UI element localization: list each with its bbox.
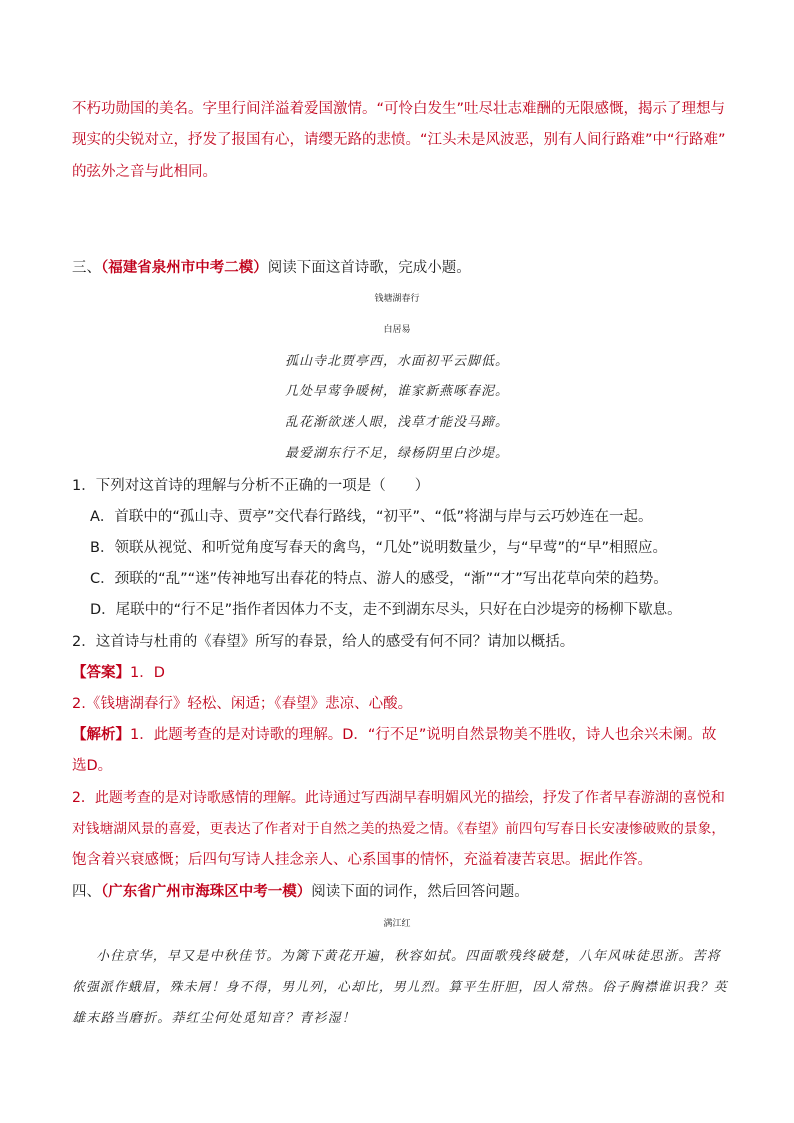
analysis-1-text: 1．此题考查的是对诗歌的理解。D．“行不足”说明自然景物美不胜收，诗人也余兴未阑。故 <box>130 727 717 743</box>
analysis-2-line-2: 对钱塘湖风景的喜爱，更表达了作者对于自然之美的热爱之情。《春望》前四句写春日长安凄惨破败的景象， <box>72 821 726 837</box>
section-3-heading <box>72 258 471 278</box>
analysis-2-line-3: 饱含着兴衰感慨；后四句写诗人挂念亲人、心系国事的情怀，充溢着凄苦哀思。据此作答。 <box>72 852 652 868</box>
option-c: C．颈联的“乱”“迷”传神地写出春花的特点、游人的感受，“渐”“才”写出花草向荣的趋势。 <box>90 571 668 587</box>
poem-title: 钱塘湖春行 <box>374 294 420 304</box>
section-3-instruction: 阅读下面这首诗歌，完成小题。 <box>267 260 471 276</box>
intro-analysis-line-3: 的弦外之音与此相同。 <box>72 164 217 180</box>
option-b: B．领联从视觉、和听觉角度写春天的禽鸟，“几处”说明数量少，与“早莺”的“早”相照应。 <box>90 540 668 556</box>
poem-line: 最爱湖东行不足，绿杨阴里白沙堤。 <box>284 446 509 461</box>
option-d: D．尾联中的“行不足”指作者因体力不支，走不到湖东尽头，只好在白沙堤旁的杨柳下歇息。 <box>90 602 682 618</box>
intro-analysis-line-2: 现实的尖锐对立，抒发了报国有心，请缨无路的悲愤。“江头未是风波恶，别有人间行路难”中“行路难” <box>72 132 726 148</box>
answer-2: 2.《钱塘湖春行》轻松、闲适；《春望》悲凉、心酸。 <box>72 696 413 712</box>
section-4-source: （广东省广州市海珠区中考一模） <box>101 884 312 900</box>
section-4-instruction: 阅读下面的词作，然后回答问题。 <box>311 884 529 900</box>
ci-line: 侬强派作蛾眉，殊未屑！身不得，男儿列，心却比，男儿烈。算平生肝胆，因人常热。俗子胸襟谁识我？英 <box>72 980 728 995</box>
ci-line: 雄末路当磨折。莽红尘何处觅知音？青衫湿！ <box>72 1011 357 1026</box>
question-2: 2．这首诗与杜甫的《春望》所写的春景，给人的感受有何不同？请加以概括。 <box>72 634 575 650</box>
ci-line: 小住京华，早又是中秋佳节。为篱下黄花开遍，秋容如拭。四面歌残终破楚，八年风味徒思浙。苦将 <box>96 949 721 964</box>
answer-label: 【答案】 <box>72 665 130 681</box>
section-4-heading <box>72 882 529 902</box>
poem-line: 几处早莺争暖树，谁家新燕啄春泥。 <box>284 384 509 399</box>
section-4-number: 四、 <box>72 884 101 900</box>
intro-analysis-line-1: 不朽功勋国的美名。字里行间洋溢着爱国激情。“可怜白发生”吐尽壮志难酬的无限感慨，揭示了理想与 <box>72 101 726 117</box>
option-a: A．首联中的“孤山寺、贾亭”交代春行路线，“初平”、“低”将湖与岸与云巧妙连在一起。 <box>90 509 653 525</box>
question-1: 1．下列对这首诗的理解与分析不正确的一项是（ ） <box>72 478 430 494</box>
section-3-number: 三、 <box>72 260 101 276</box>
analysis-label: 【解析】 <box>72 727 130 743</box>
poem-line: 孤山寺北贾亭西，水面初平云脚低。 <box>284 354 509 369</box>
poem-author: 白居易 <box>383 325 411 335</box>
answer-line-1 <box>72 663 165 683</box>
analysis-1-line-2: 选D。 <box>72 758 113 774</box>
analysis-2-line-1: 2．此题考查的是对诗歌感情的理解。此诗通过写西湖早春明媚风光的描绘，抒发了作者早春游湖的喜悦和 <box>72 790 725 806</box>
analysis-1-line-1 <box>72 725 716 745</box>
ci-title: 满江红 <box>383 919 411 929</box>
section-3-source: （福建省泉州市中考二模） <box>101 260 268 276</box>
poem-line: 乱花渐欲迷人眼，浅草才能没马蹄。 <box>284 415 509 430</box>
answer-1: 1．D <box>130 665 165 681</box>
